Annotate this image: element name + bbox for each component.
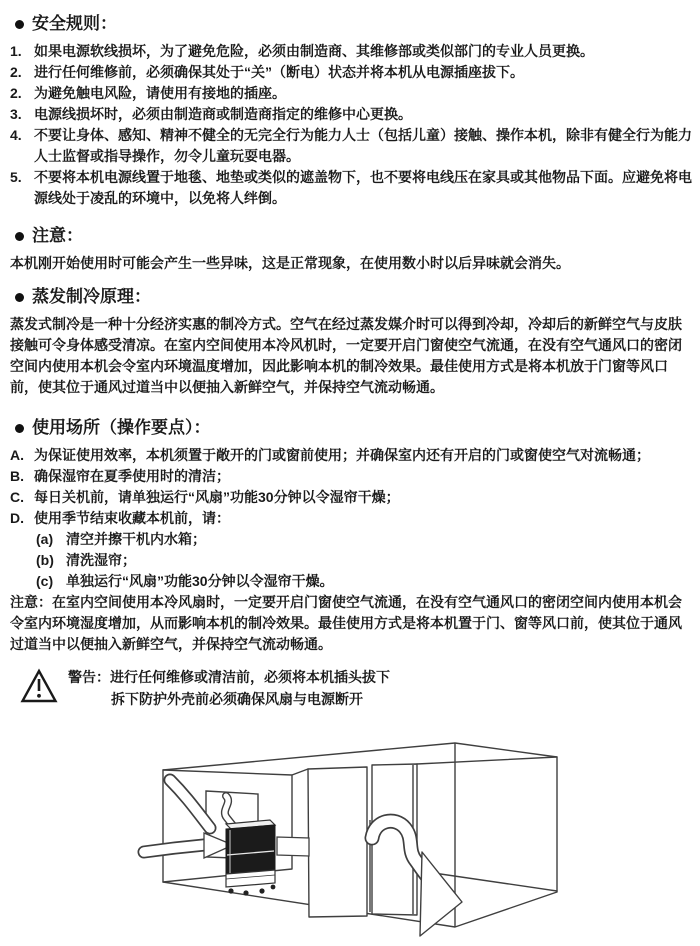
room-airflow-illustration <box>120 740 600 946</box>
bullet-icon <box>15 20 24 29</box>
warning-line2: 拆下防护外壳前必须确保风扇与电源断开 <box>111 691 363 707</box>
usage-point-item <box>10 445 692 466</box>
item-text: 每日关机前，请单独运行“风扇”功能30分钟以令湿帘干燥； <box>34 489 400 505</box>
item-text: 清空并擦干机内水箱； <box>66 531 206 547</box>
section-title-usage-locations <box>15 416 692 440</box>
item-number: 4. <box>10 127 22 143</box>
principle-paragraph: 蒸发式制冷是一种十分经济实惠的制冷方式。空气在经过蒸发媒介时可以得到冷却，冷却后的新鲜空气与皮肤接触可令身体感受清凉。在室内空间使用本冷风机时，一定要开启门窗使空气流通，在没有空气通风口的密闭空间内使用本机会令室内环境温度增加，因此影响本机的制冷效果。最佳使用方式是将本机放于门窗等风口前，使其位于通风过道当中以便抽入新鲜空气，并保持空气流动畅通。 <box>10 316 682 395</box>
notice-paragraph: 本机刚开始使用时可能会产生一些异味，这是正常现象，在使用数小时以后异味就会消失。 <box>10 255 570 271</box>
item-text: 进行任何维修前，必须确保其处于“关”（断电）状态并将本机从电源插座拔下。 <box>34 64 524 80</box>
warning-text <box>68 666 390 710</box>
air-cooler-device <box>226 820 275 896</box>
item-number: B. <box>10 468 24 484</box>
item-text: 为保证使用效率，本机须置于敞开的门或窗前使用；并确保室内还有开启的门或窗使空气对流畅通； <box>34 447 650 463</box>
warning-triangle-icon <box>20 668 58 706</box>
safety-rules-list <box>10 41 692 209</box>
item-text: 不要将本机电源线置于地毯、地垫或类似的遮盖物下，也不要将电线压在家具或其他物品下面。应避免将电源线处于凌乱的环境中，以免将人绊倒。 <box>34 169 692 206</box>
item-text: 如果电源软线损坏，为了避免危险，必须由制造商、其维修部或类似部门的专业人员更换。 <box>34 43 594 59</box>
usage-points-list <box>10 445 692 592</box>
section-title-text: 注意： <box>32 226 83 245</box>
item-number: (c) <box>36 573 54 589</box>
warning-line1: 警告：进行任何维修或清洁前，必须将本机插头拔下 <box>68 669 390 685</box>
item-text: 使用季节结束收藏本机前，请： <box>34 510 230 526</box>
safety-rule-item <box>10 62 692 83</box>
safety-rule-item <box>10 104 692 125</box>
safety-rule-item <box>10 125 692 167</box>
item-text: 确保湿帘在夏季使用时的清洁； <box>34 468 230 484</box>
bullet-icon <box>15 424 24 433</box>
warning-block <box>10 666 692 710</box>
item-text: 不要让身体、感知、精神不健全的无完全行为能力人士（包括儿童）接触、操作本机，除非有健全行为能力人士监督或指导操作，勿令儿童玩耍电器。 <box>34 127 692 164</box>
vent-rectangle <box>277 837 309 856</box>
item-number: D. <box>10 510 24 526</box>
illustration-container <box>120 740 692 946</box>
partition-wall <box>308 764 417 917</box>
section-title-text: 使用场所（操作要点）： <box>32 418 211 437</box>
warning-label: 警告： <box>68 669 110 685</box>
section-title-safety-rules <box>15 12 692 36</box>
safety-rule-item <box>10 167 692 209</box>
safety-rule-item <box>10 83 692 104</box>
usage-point-item <box>10 487 692 508</box>
usage-point-item <box>10 466 692 487</box>
bullet-icon <box>15 232 24 241</box>
inflow-arrow-curved <box>170 780 210 828</box>
item-number: 1. <box>10 43 22 59</box>
item-number: 5. <box>10 169 22 185</box>
bullet-icon <box>15 293 24 302</box>
item-number: 2. <box>10 85 22 101</box>
item-text: 为避免触电风险，请使用有接地的插座。 <box>34 85 286 101</box>
item-number: C. <box>10 489 24 505</box>
usage-sub-item <box>10 571 692 592</box>
section-title-notice <box>15 224 692 248</box>
section-title-text: 蒸发制冷原理： <box>32 287 151 306</box>
usage-note-paragraph: 注意：在室内空间使用本冷风扇时，一定要开启门窗使空气流通，在没有空气通风口的密闭空间内使用本机会令室内环境湿度增加，从而影响本机的制冷效果。最佳使用方式是将本机置于门、窗等风口前，使其位于通风过道当中以便抽入新鲜空气，并保持空气流动畅通。 <box>10 594 682 652</box>
item-number: (b) <box>36 552 54 568</box>
item-text: 单独运行“风扇”功能30分钟以令湿帘干燥。 <box>66 573 334 589</box>
usage-sub-item <box>10 550 692 571</box>
usage-point-item <box>10 508 692 529</box>
item-text: 电源线损坏时，必须由制造商或制造商指定的维修中心更换。 <box>34 106 412 122</box>
section-title-text: 安全规则： <box>32 14 117 33</box>
safety-rule-item <box>10 41 692 62</box>
item-text: 清洗湿帘； <box>66 552 136 568</box>
item-number: A. <box>10 447 24 463</box>
section-title-cooling-principle <box>15 285 692 309</box>
item-number: 3. <box>10 106 22 122</box>
usage-sub-item <box>10 529 692 550</box>
item-number: (a) <box>36 531 54 547</box>
item-number: 2. <box>10 64 22 80</box>
